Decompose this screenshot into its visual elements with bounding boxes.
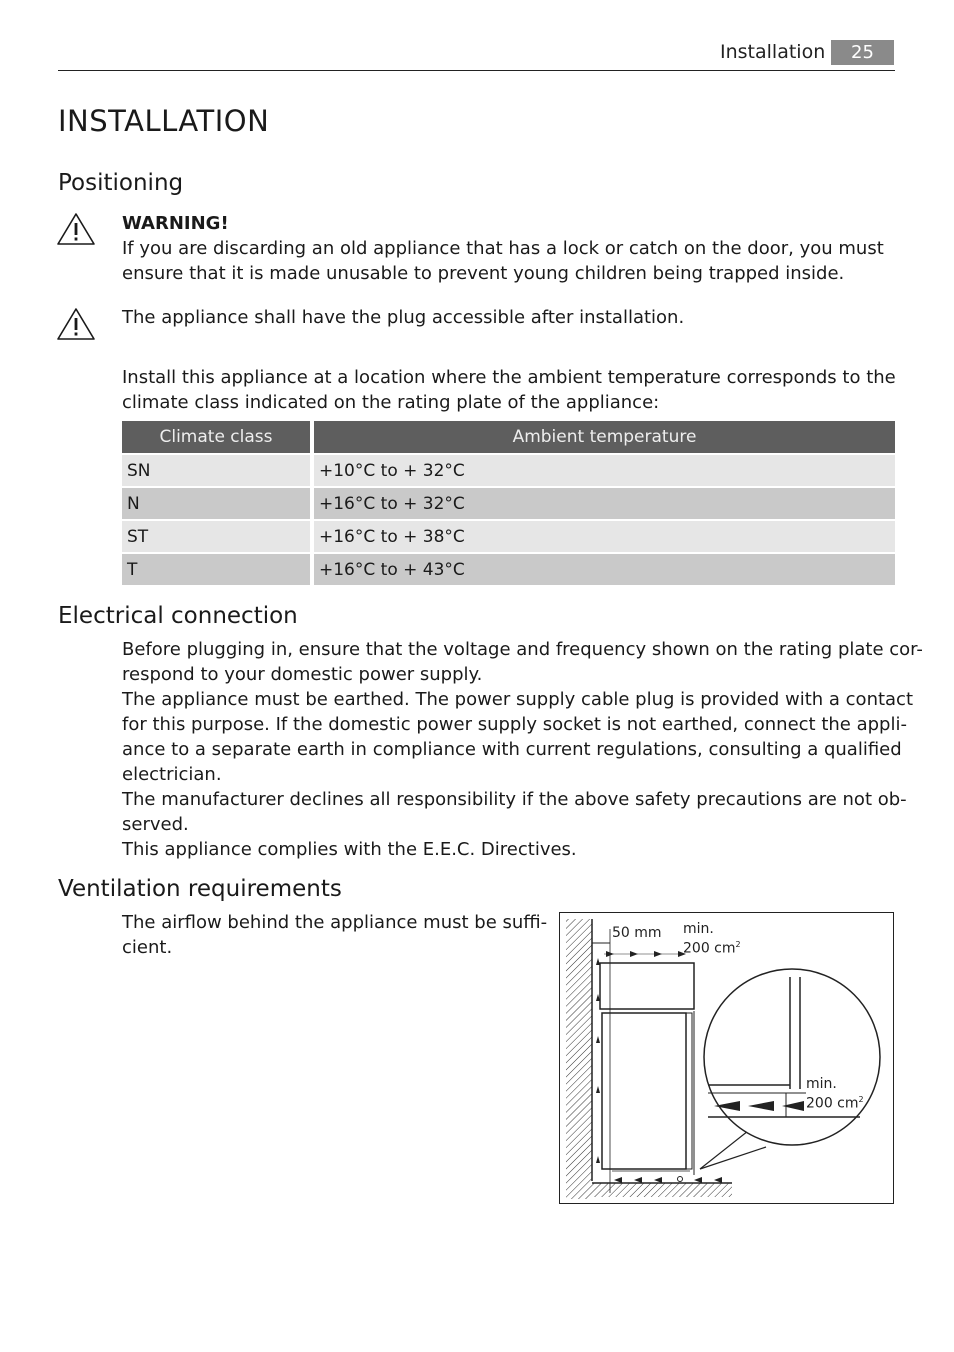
electrical-line: Before plugging in, ensure that the voltage and frequency shown on the rating plate cor- <box>122 639 923 660</box>
bottom-vent-min: min. <box>806 1076 837 1092</box>
electrical-line: served. <box>122 814 189 835</box>
climate-intro-line: Install this appliance at a location where the ambient temperature corresponds to the <box>122 367 896 388</box>
temperature-cell: +16°C to + 38°C <box>314 521 895 554</box>
page-number-badge: 25 <box>831 40 894 65</box>
electrical-line: ance to a separate earth in compliance with current regulations, consulting a qualified <box>122 739 902 760</box>
appliance-body <box>602 1013 686 1169</box>
upper-cabinet <box>600 963 694 1009</box>
electrical-text <box>122 637 923 862</box>
top-vent-area-value: 200 cm <box>683 940 736 957</box>
table-row <box>122 521 895 554</box>
detail-magnifier <box>704 969 880 1145</box>
table-row <box>122 455 895 488</box>
column-header-ambient-temperature: Ambient temperature <box>314 421 895 455</box>
warning-text-line: ensure that it is made unusable to prevent young children being trapped inside. <box>122 263 845 284</box>
caution-icon <box>56 307 96 341</box>
warning-icon <box>56 212 96 246</box>
bottom-vent-area-value: 200 cm <box>806 1095 859 1112</box>
climate-class-table <box>122 421 895 587</box>
floor-hatch <box>592 1183 732 1197</box>
table-row <box>122 488 895 521</box>
electrical-line: respond to your domestic power supply. <box>122 664 483 685</box>
electrical-connection-heading: Electrical connection <box>58 603 298 629</box>
warning-text-line: If you are discarding an old appliance that has a lock or catch on the door, you must <box>122 238 884 259</box>
table-header-row <box>122 421 895 455</box>
electrical-line: for this purpose. If the domestic power supply socket is not earthed, connect the appli- <box>122 714 907 735</box>
running-header-section: Installation <box>720 41 826 63</box>
ventilation-heading: Ventilation requirements <box>58 876 342 902</box>
warning-title: WARNING! <box>122 213 229 234</box>
bottom-vent-label <box>806 1076 864 1112</box>
climate-intro-line: climate class indicated on the rating plate of the appliance: <box>122 392 660 413</box>
top-vent-area-unit-exponent: 2 <box>735 940 741 949</box>
climate-class-cell: N <box>122 488 314 521</box>
bottom-vent-area <box>806 1092 864 1112</box>
caution-text: The appliance shall have the plug accessible after installation. <box>122 307 685 328</box>
electrical-line: This appliance complies with the E.E.C. Directives. <box>122 839 577 860</box>
ventilation-line: cient. <box>122 937 173 958</box>
page-title: INSTALLATION <box>58 104 270 138</box>
bottom-airflow-arrows <box>614 1177 722 1183</box>
top-vent-min: min. <box>683 921 714 937</box>
ventilation-line: The airflow behind the appliance must be suffi- <box>122 912 548 933</box>
table-row <box>122 554 895 587</box>
temperature-cell: +16°C to + 32°C <box>314 488 895 521</box>
climate-class-cell: SN <box>122 455 314 488</box>
climate-class-cell: ST <box>122 521 314 554</box>
electrical-line: The appliance must be earthed. The power supply cable plug is provided with a contact <box>122 689 914 710</box>
ventilation-text <box>122 910 547 960</box>
gap-label: 50 mm <box>612 925 662 941</box>
top-vent-area <box>683 937 741 957</box>
warning-block <box>122 211 884 286</box>
positioning-heading: Positioning <box>58 170 184 196</box>
ventilation-diagram <box>559 912 894 1204</box>
bottom-vent-area-unit-exponent: 2 <box>858 1095 864 1104</box>
electrical-line: The manufacturer declines all responsibility if the above safety precautions are not ob- <box>122 789 907 810</box>
climate-intro <box>122 365 896 415</box>
wall-hatch <box>566 919 592 1199</box>
header-divider <box>58 70 895 71</box>
temperature-cell: +16°C to + 43°C <box>314 554 895 587</box>
climate-class-cell: T <box>122 554 314 587</box>
electrical-line: electrician. <box>122 764 222 785</box>
temperature-cell: +10°C to + 32°C <box>314 455 895 488</box>
top-vent-label <box>683 921 741 957</box>
column-header-climate-class: Climate class <box>122 421 314 455</box>
